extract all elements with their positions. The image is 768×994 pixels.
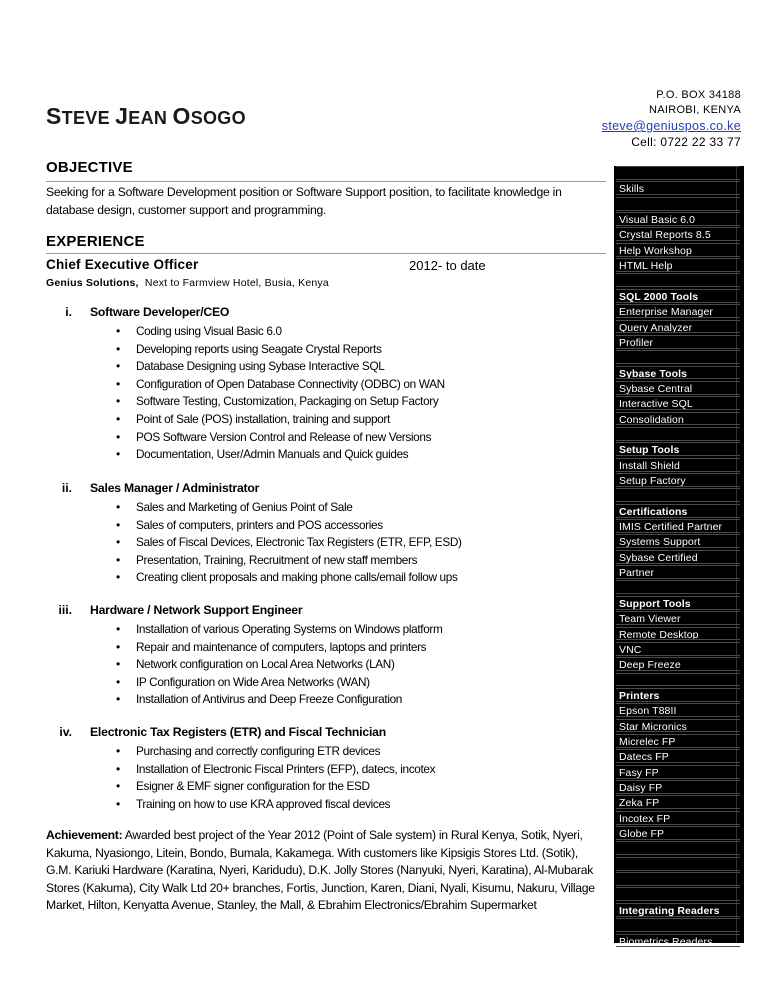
sidebar-item: Fasy FP	[616, 765, 740, 779]
sidebar-item	[616, 166, 740, 180]
sidebar-item: Integrating Readers	[616, 903, 740, 917]
list-item: • Developing reports using Seagate Crystal Reports	[110, 341, 445, 359]
sidebar-item	[616, 857, 740, 871]
list-item: • Creating client proposals and making phone calls/email follow ups	[110, 569, 462, 587]
list-item: • Esigner & EMF signer configuration for the ESD	[110, 778, 435, 796]
sidebar-item	[616, 197, 740, 211]
list-item: • Presentation, Training, Recruitment of new staff members	[110, 552, 462, 570]
sidebar-item: Star Micronics	[616, 719, 740, 733]
objective-heading: OBJECTIVE	[46, 159, 133, 176]
sidebar-item: Daisy FP	[616, 780, 740, 794]
sidebar-item	[616, 673, 740, 687]
list-item: • Sales and Marketing of Genius Point of Sale	[110, 499, 462, 517]
sidebar-item	[616, 918, 740, 932]
contact-block	[602, 88, 741, 150]
sidebar-item: Micrelec FP	[616, 734, 740, 748]
role-number: iv.	[59, 725, 72, 739]
list-item: • Installation of Antivirus and Deep Freeze Configuration	[110, 691, 443, 709]
objective-rule	[46, 181, 606, 182]
sidebar-item: Profiler	[616, 335, 740, 349]
list-item: • Sales of computers, printers and POS accessories	[110, 517, 462, 535]
sidebar-item: Team Viewer	[616, 611, 740, 625]
sidebar-item: Datecs FP	[616, 749, 740, 763]
company-location: Next to Farmview Hotel, Busia, Kenya	[144, 277, 329, 289]
list-item: • Purchasing and correctly configuring ETR devices	[110, 743, 435, 761]
sidebar-item: Deep Freeze	[616, 657, 740, 671]
po-box: P.O. BOX 34188	[656, 89, 741, 101]
role-title: Sales Manager / Administrator	[90, 481, 260, 495]
achievement-text: Awarded best project of the Year 2012 (Point of Sale system) in Rural Kenya, Sotik, Nyeri, Kakuma, Nyasiongo, Litein, Bondo, Bumala, Kakamega. With customers like Kipsigis Stores Ltd. (Sotik), G.M. Kariuki Hardware (Karatina, Nyeri, Karidudu), D.K. Jolly Stores (Nanyuki, Nyeri, Karatina), Al-Mubarak Stores (Kakuma), City Walk Ltd 20+ branches, Fortis, Junction, Karen, Diani, Nyali, Kisumu, Nakuru, Village Market, Hilton, Kenyatta Avenue, Stanley, the Mall, & Ebrahim Electronics/Ebrahim Supermarket	[46, 828, 595, 913]
list-item: • Repair and maintenance of computers, laptops and printers	[110, 639, 443, 657]
sidebar-item: Sybase Certified	[616, 550, 740, 564]
candidate-name: STEVE JEAN OSOGO	[46, 103, 246, 129]
sidebar-item: Sybase Central	[616, 381, 740, 395]
objective-text: Seeking for a Software Development position or Software Support position, to facilitate knowledge in database design, customer support and programming.	[46, 185, 562, 217]
sidebar-item: Remote Desktop	[616, 627, 740, 641]
sidebar-item: Crystal Reports 8.5	[616, 227, 740, 241]
achievement-label: Achievement:	[46, 828, 123, 842]
list-item: • Configuration of Open Database Connectivity (ODBC) on WAN	[110, 376, 445, 394]
sidebar-item	[616, 488, 740, 502]
sidebar-item: Epson T88II	[616, 703, 740, 717]
skills-sidebar	[614, 166, 744, 948]
list-item: • Database Designing using Sybase Interactive SQL	[110, 358, 445, 376]
role-number: ii.	[61, 481, 72, 495]
company-line	[46, 277, 329, 289]
role-duties	[110, 743, 435, 813]
city: NAIROBI, KENYA	[648, 104, 741, 116]
list-item: • Software Testing, Customization, Packaging on Setup Factory	[110, 393, 445, 411]
sidebar-item	[616, 887, 740, 901]
sidebar-item: IMIS Certified Partner	[616, 519, 740, 533]
list-item: • POS Software Version Control and Release of new Versions	[110, 429, 445, 447]
sidebar-item: Enterprise Manager	[616, 304, 740, 318]
role-title: Software Developer/CEO	[90, 305, 230, 319]
sidebar-item: Partner	[616, 565, 740, 579]
role-duties	[110, 621, 443, 709]
job-dates: 2012- to date	[409, 258, 486, 273]
sidebar-item: Setup Factory	[616, 473, 740, 487]
list-item: • Installation of Electronic Fiscal Printers (EFP), datecs, incotex	[110, 761, 435, 779]
list-item: • Network configuration on Local Area Networks (LAN)	[110, 656, 443, 674]
sidebar-item: Globe FP	[616, 826, 740, 840]
role-number: i.	[65, 305, 72, 319]
sidebar-item: Printers	[616, 688, 740, 702]
sidebar-item: SQL 2000 Tools	[616, 289, 740, 303]
list-item: • Point of Sale (POS) installation, training and support	[110, 411, 445, 429]
sidebar-item	[616, 872, 740, 886]
sidebar-item	[616, 427, 740, 441]
sidebar-item: Query Analyzer	[616, 320, 740, 334]
list-item: • Sales of Fiscal Devices, Electronic Tax Registers (ETR, EFP, ESD)	[110, 534, 462, 552]
sidebar-item: HTML Help	[616, 258, 740, 272]
sidebar-item: Biometrics Readers	[616, 934, 740, 948]
sidebar-item: Interactive SQL	[616, 396, 740, 410]
company-name: Genius Solutions,	[46, 277, 139, 289]
role-duties	[110, 499, 462, 587]
sidebar-item: Install Shield	[616, 458, 740, 472]
sidebar-item: Zeka FP	[616, 795, 740, 809]
role-title: Electronic Tax Registers (ETR) and Fiscal Technician	[90, 725, 386, 739]
sidebar-item	[616, 350, 740, 364]
sidebar-item	[616, 580, 740, 594]
sidebar-item: Systems Support	[616, 534, 740, 548]
sidebar-item: Help Workshop	[616, 243, 740, 257]
job-title: Chief Executive Officer	[46, 257, 199, 272]
experience-rule	[46, 253, 606, 254]
sidebar-item: VNC	[616, 642, 740, 656]
role-duties	[110, 323, 445, 464]
sidebar-item: Sybase Tools	[616, 366, 740, 380]
experience-heading: EXPERIENCE	[46, 233, 145, 250]
sidebar-item: Support Tools	[616, 596, 740, 610]
list-item: • Documentation, User/Admin Manuals and Quick guides	[110, 446, 445, 464]
sidebar-item: Setup Tools	[616, 442, 740, 456]
list-item: • IP Configuration on Wide Area Networks (WAN)	[110, 674, 443, 692]
list-item: • Installation of various Operating Systems on Windows platform	[110, 621, 443, 639]
role-title: Hardware / Network Support Engineer	[90, 603, 303, 617]
sidebar-item: Visual Basic 6.0	[616, 212, 740, 226]
sidebar-item: Certifications	[616, 504, 740, 518]
sidebar-item: Consolidation	[616, 412, 740, 426]
sidebar-item: Skills	[616, 181, 740, 195]
achievement-paragraph	[46, 827, 606, 915]
sidebar-item	[616, 841, 740, 855]
sidebar-item	[616, 273, 740, 287]
sidebar-item: Incotex FP	[616, 811, 740, 825]
role-number: iii.	[58, 603, 72, 617]
list-item: • Coding using Visual Basic 6.0	[110, 323, 445, 341]
email-link[interactable]: steve@geniuspos.co.ke	[601, 119, 741, 133]
list-item: • Training on how to use KRA approved fiscal devices	[110, 796, 435, 814]
cell-phone: Cell: 0722 22 33 77	[631, 135, 741, 149]
